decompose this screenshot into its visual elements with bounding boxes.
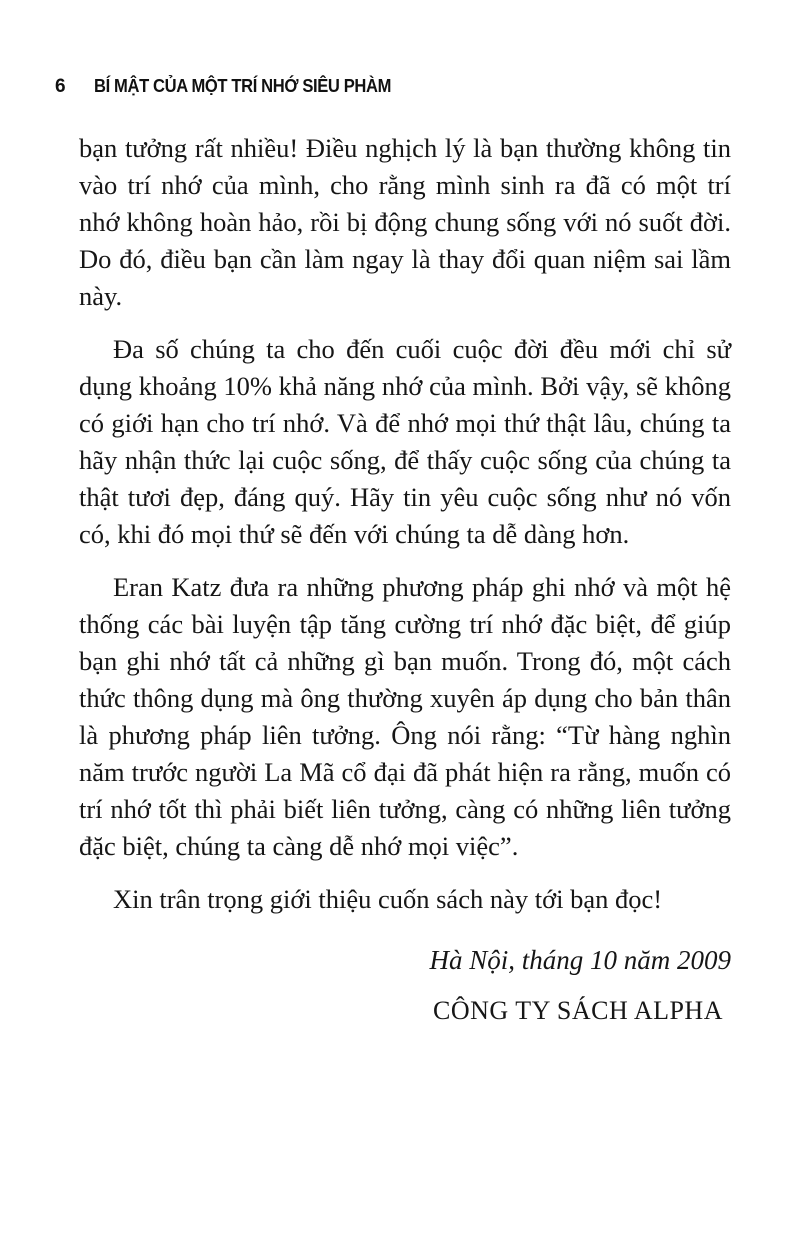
paragraph: bạn tưởng rất nhiều! Điều nghịch lý là bạn thường không tin vào trí nhớ của mình, cho rằng mình sinh ra đã có một trí nhớ không hoàn hảo, rồi bị động chung sống với nó suốt đời. Do đó, điều bạn cần làm ngay là thay đổi quan niệm sai lầm này. — [79, 133, 731, 311]
running-header — [55, 76, 416, 98]
paragraph: Eran Katz đưa ra những phương pháp ghi nhớ và một hệ thống các bài luyện tập tăng cường trí nhớ đặc biệt, để giúp bạn ghi nhớ tất cả những gì bạn muốn. Trong đó, một cách thức thông dụng mà ông thường xuyên áp dụng cho bản thân là phương pháp liên tưởng. Ông nói rằng: “Từ hàng nghìn năm trước người La Mã cổ đại đã phát hiện ra rằng, muốn có trí nhớ tốt thì phải biết liên tưởng, càng có những liên tưởng đặc biệt, chúng ta càng dễ nhớ mọi việc”. — [79, 572, 731, 861]
signature-block — [79, 942, 731, 1029]
signature-company: CÔNG TY SÁCH ALPHA — [433, 996, 723, 1025]
closing-paragraph: Xin trân trọng giới thiệu cuốn sách này tới bạn đọc! — [113, 884, 663, 914]
page-body — [79, 130, 731, 1029]
signature-place-date: Hà Nội, tháng 10 năm 2009 — [429, 945, 731, 975]
paragraph: Đa số chúng ta cho đến cuối cuộc đời đều mới chỉ sử dụng khoảng 10% khả năng nhớ của mình. Bởi vậy, sẽ không có giới hạn cho trí nhớ. Và để nhớ mọi thứ thật lâu, chúng ta hãy nhận thức lại cuộc sống, để thấy cuộc sống của chúng ta thật tươi đẹp, đáng quý. Hãy tin yêu cuộc sống như nó vốn có, khi đó mọi thứ sẽ đến với chúng ta dễ dàng hơn. — [79, 334, 731, 549]
running-title: BÍ MẬT CỦA MỘT TRÍ NHỚ SIÊU PHÀM — [93, 76, 391, 96]
page-number: 6 — [55, 76, 66, 97]
